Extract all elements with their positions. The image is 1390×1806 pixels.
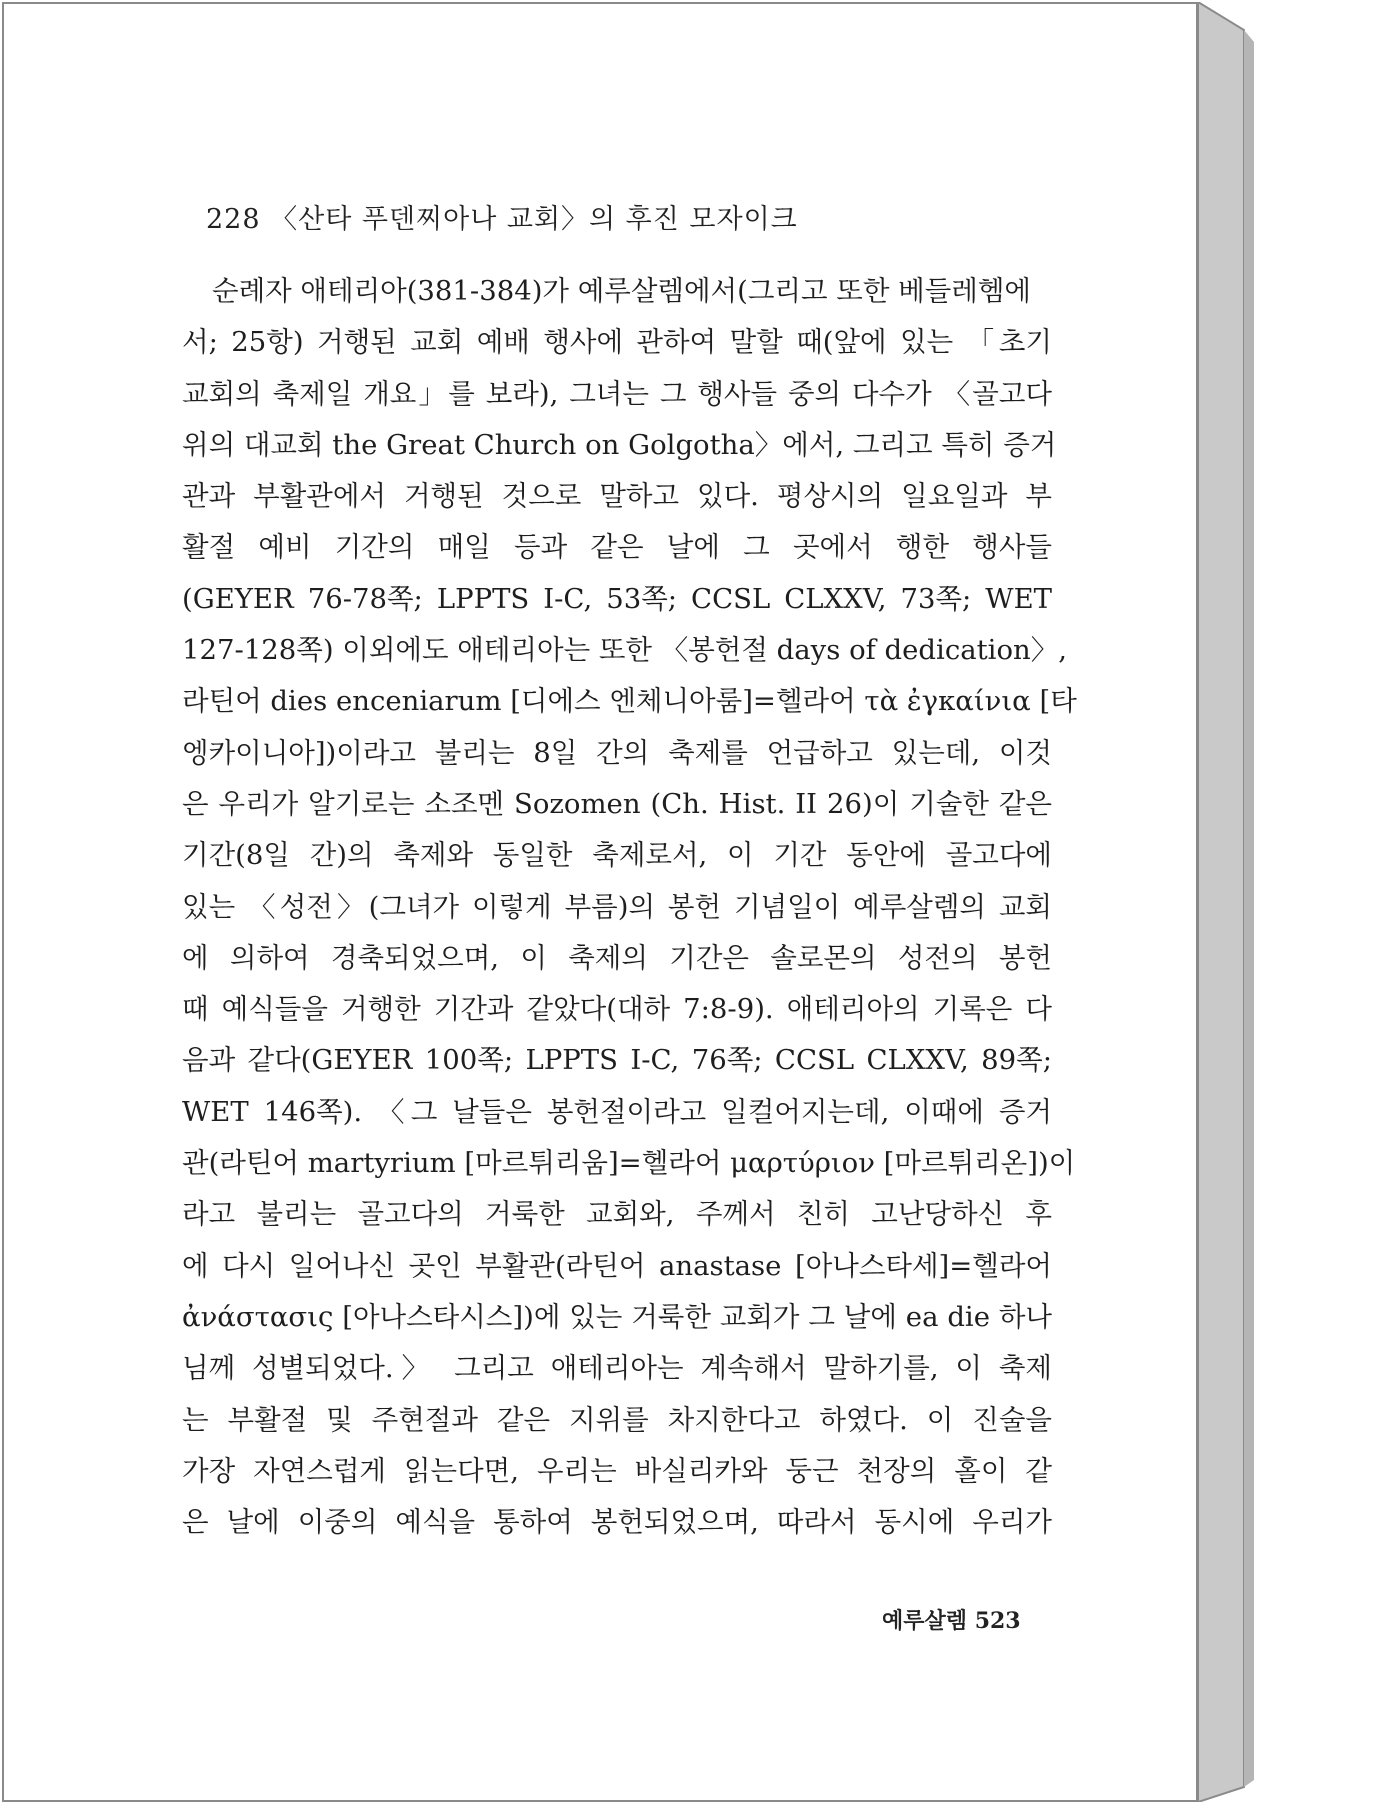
body-text — [182, 266, 1077, 1548]
text-line: 교회의 축제일 개요」를 보라), 그녀는 그 행사들 중의 다수가 〈골고다 — [182, 377, 1052, 410]
text-line: WET 146쪽). 〈그 날들은 봉헌절이라고 일컬어지는데, 이때에 증거 — [182, 1095, 1052, 1128]
text-line: 관(라틴어 martyrium [마르튀리움]=헬라어 μαρτύριον [마르튀리온])이 — [182, 1147, 1076, 1180]
text-line: 은 날에 이중의 예식을 통하여 봉헌되었으며, 따라서 동시에 우리가 — [182, 1506, 1052, 1539]
text-line: 음과 같다(GEYER 100쪽; LPPTS I-C, 76쪽; CCSL CLXXV, 89쪽; — [182, 1044, 1052, 1077]
text-line: 에 다시 일어나신 곳인 부활관(라틴어 anastase [아나스타세]=헬라어 — [182, 1249, 1052, 1282]
text-line: 님께 성별되었다.〉 그리고 애테리아는 계속해서 말하기를, 이 축제 — [182, 1352, 1052, 1385]
text-line: 기간(8일 간)의 축제와 동일한 축제로서, 이 기간 동안에 골고다에 — [182, 839, 1052, 872]
text-line: 라고 불리는 골고다의 거룩한 교회와, 주께서 친히 고난당하신 후 — [182, 1198, 1052, 1231]
footer-page-number: 523 — [974, 1608, 1021, 1634]
text-line: 서; 25항) 거행된 교회 예배 행사에 관하여 말할 때(앞에 있는 「초기 — [182, 326, 1052, 359]
text-line: 활절 예비 기간의 매일 등과 같은 날에 그 곳에서 행한 행사들 — [182, 531, 1052, 564]
text-line: (GEYER 76-78쪽; LPPTS I-C, 53쪽; CCSL CLXXV, 73쪽; WET — [182, 582, 1052, 615]
text-line: 은 우리가 알기로는 소조멘 Sozomen (Ch. Hist. II 26)이 기술한 같은 — [182, 787, 1052, 820]
text-line: 순례자 애테리아(381-384)가 예루살렘에서(그리고 또한 베들레헴에 — [212, 275, 1031, 307]
text-line: 엥카이니아])이라고 불리는 8일 간의 축제를 언급하고 있는데, 이것 — [182, 736, 1052, 769]
text-line: 는 부활절 및 주현절과 같은 지위를 차지한다고 하였다. 이 진술을 — [182, 1403, 1052, 1436]
text-line: 때 예식들을 거행한 기간과 같았다(대하 7:8-9). 애테리아의 기록은 다 — [182, 993, 1052, 1026]
footer-section-title: 예루살렘 — [882, 1608, 968, 1634]
text-line: 가장 자연스럽게 읽는다면, 우리는 바실리카와 둥근 천장의 홀이 같 — [182, 1454, 1052, 1487]
text-line: 있는 〈성전〉(그녀가 이렇게 부름)의 봉헌 기념일이 예루살렘의 교회 — [182, 890, 1052, 923]
book-page — [2, 2, 1198, 1802]
text-line: 라틴어 dies enceniarum [디에스 엔체니아룸]=헬라어 τὰ ἐγκαίνια [타 — [182, 685, 1077, 718]
text-line: 위의 대교회 the Great Church on Golgotha〉에서, 그리고 특히 증거 — [182, 428, 1057, 461]
text-line: 관과 부활관에서 거행된 것으로 말하고 있다. 평상시의 일요일과 부 — [182, 480, 1052, 513]
running-footer — [882, 1604, 1021, 1635]
text-line: 에 의하여 경축되었으며, 이 축제의 기간은 솔로몬의 성전의 봉헌 — [182, 941, 1052, 974]
figure-caption: 228 〈산타 푸덴찌아나 교회〉의 후진 모자이크 — [206, 204, 798, 235]
text-line: 127-128쪽) 이외에도 애테리아는 또한 〈봉헌절 days of dedication〉, — [182, 634, 1067, 667]
book-spine-edge — [1198, 2, 1258, 1802]
text-line: ἀνάστασις [아나스타시스])에 있는 거룩한 교회가 그 날에 ea die 하나 — [182, 1300, 1052, 1333]
